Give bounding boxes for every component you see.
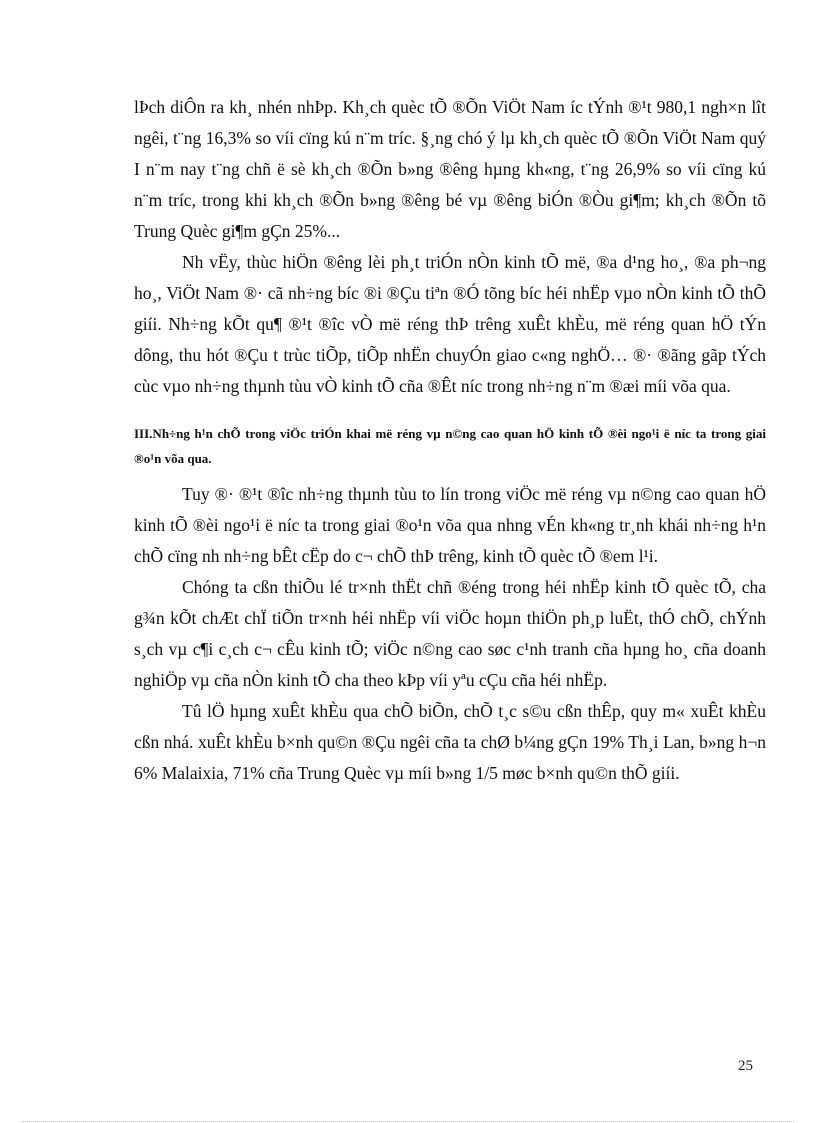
page-number: 25 xyxy=(738,1058,753,1074)
section-heading-limitations: III.Nh÷ng h¹n chÕ trong viÖc triÓn khai më réng vµ n©ng cao quan hÖ kinh tÕ ®èi ngo¹i ë níc ta trong giai ®o¹n võa qua. xyxy=(134,426,766,466)
paragraph-limitations-intro: Tuy ®· ®¹t ®îc nh÷ng thµnh tùu to lín trong viÖc më réng vµ n©ng cao quan hÖ kinh tÕ ®èi ngo¹i ë níc ta trong giai ®o¹n võa qua nhng vÉn kh«ng tr¸nh khái nh÷ng h¹n chÕ cïng nh nh÷ng bÊt cËp do c¬ chÕ thÞ trêng, kinh tÕ quèc tÕ ®em l¹i. xyxy=(134,484,766,566)
paragraph-integration-roadmap: Chóng ta cßn thiÕu lé tr×nh thËt chñ ®éng trong héi nhËp kinh tÕ quèc tÕ, cha g¾n kÕt chÆt chÏ tiÕn tr×nh héi nhËp víi viÖc hoµn thiÖn ph¸p luËt, thÓ chÕ, chÝnh s¸ch vµ c¶i c¸ch c¬ cÊu kinh tÕ; viÖc n©ng cao søc c¹nh tranh cña hµng ho¸ cña doanh nghiÖp vµ cña nÒn kinh tÕ cha theo kÞp víi yªu cÇu cña héi nhËp. xyxy=(134,577,766,690)
paragraph-integration-summary: Nh vËy, thùc hiÖn ®êng lèi ph¸t triÓn nÒn kinh tÕ më, ®a d¹ng ho¸, ®a ph¬ng ho¸, ViÖt Nam ®· cã nh÷ng bíc ®i ®Çu tiªn ®Ó tõng bíc héi nhËp vµo nÒn kinh tÕ thÕ giíi. Nh÷ng kÕt qu¶ ®¹t ®îc vÒ më réng thÞ trêng xuÊt khÈu, më réng quan hÖ tÝn dông, thu hót ®Çu t trùc tiÕp, tiÕp nhËn chuyÓn giao c«ng nghÖ… ®· ®ãng gãp tÝch cùc vµo nh÷ng thµnh tùu vÒ kinh tÕ cña ®Êt níc trong nh÷ng n¨m ®æi míi võa qua. xyxy=(134,252,766,396)
paragraph-tourism: lÞch diÔn ra kh¸ nhén nhÞp. Kh¸ch quèc tÕ ®Õn ViÖt Nam íc tÝnh ®¹t 980,1 ngh×n lît ngêi, t¨ng 16,3% so víi cïng kú n¨m tríc. §¸ng chó ý lµ kh¸ch quèc tÕ ®Õn ViÖt Nam quý I n¨m nay t¨ng chñ ë sè kh¸ch ®Õn b»ng ®êng hµng kh«ng, t¨ng 26,9% so víi cïng kú n¨m tríc, trong khi kh¸ch ®Õn b»ng ®êng bé vµ ®êng biÓn ®Òu gi¶m; kh¸ch ®Õn tõ Trung Quèc gi¶m gÇn 25%... xyxy=(134,97,766,241)
page-bottom-divider xyxy=(22,1121,794,1122)
page-body xyxy=(134,92,766,789)
paragraph-export-ratio: Tû lÖ hµng xuÊt khÈu qua chÕ biÕn, chÕ t¸c s©u cßn thÊp, quy m« xuÊt khÈu cßn nhá. xuÊt khÈu b×nh qu©n ®Çu ngêi cña ta chØ b¼ng gÇn 19% Th¸i Lan, b»ng h¬n 6% Malaixia, 71% cña Trung Quèc vµ míi b»ng 1/5 møc b×nh qu©n thÕ giíi. xyxy=(134,701,766,783)
